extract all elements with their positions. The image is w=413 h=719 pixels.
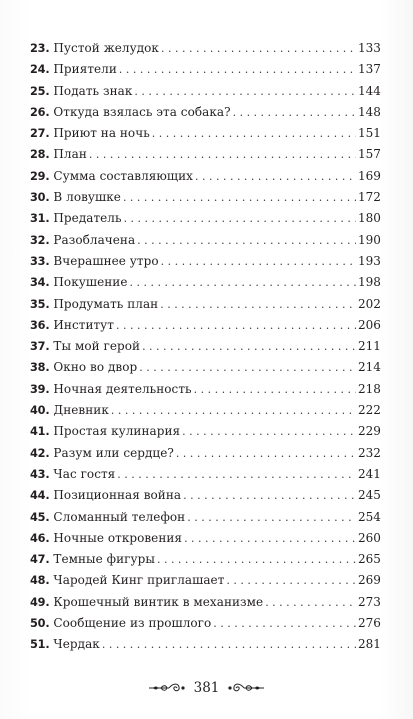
chapter-page-number: 193 [357, 253, 381, 268]
chapter-page-number: 269 [357, 573, 381, 588]
chapter-page-number: 190 [357, 232, 381, 247]
dot-leader [157, 549, 356, 570]
chapter-page-number: 151 [357, 126, 381, 141]
toc-entry [30, 485, 381, 506]
toc-entry [30, 315, 381, 336]
toc-entry [30, 38, 381, 59]
chapter-number: 44. [30, 489, 50, 503]
dot-leader [233, 102, 356, 123]
toc-entry [30, 251, 381, 272]
chapter-number: 43. [30, 467, 50, 481]
chapter-title: Продумать план [53, 296, 159, 311]
chapter-number: 29. [30, 169, 50, 183]
chapter-title: Сумма составляющих [53, 168, 193, 183]
page-number: 381 [193, 680, 220, 696]
dot-leader [116, 315, 356, 336]
chapter-number: 37. [30, 340, 50, 354]
toc-entry [30, 187, 381, 208]
chapter-page-number: 198 [357, 275, 381, 290]
chapter-number: 51. [30, 638, 50, 652]
toc-entry [30, 507, 381, 528]
chapter-page-number: 206 [357, 317, 381, 332]
chapter-number: 39. [30, 382, 50, 396]
chapter-title: Чердак [53, 637, 100, 652]
toc-entry [30, 144, 381, 165]
chapter-number: 36. [30, 318, 50, 332]
chapter-page-number: 254 [357, 509, 381, 524]
chapter-page-number: 222 [357, 403, 381, 418]
chapter-title: Предатель [53, 211, 122, 226]
toc-entry [30, 102, 381, 123]
toc-entry [30, 570, 381, 591]
chapter-number: 47. [30, 553, 50, 567]
chapter-page-number: 172 [357, 190, 381, 205]
dot-leader [137, 230, 356, 251]
chapter-number: 35. [30, 297, 50, 311]
chapter-title: План [53, 147, 87, 162]
toc-entry [30, 81, 381, 102]
toc-entry [30, 549, 381, 570]
chapter-page-number: 232 [357, 445, 381, 460]
toc-entry [30, 379, 381, 400]
chapter-number: 30. [30, 191, 50, 205]
toc-entry [30, 528, 381, 549]
chapter-title: Разоблачена [53, 232, 136, 247]
chapter-title: В ловушке [53, 190, 121, 205]
chapter-title: Позиционная война [53, 488, 182, 503]
dot-leader [183, 485, 356, 506]
chapter-page-number: 133 [357, 41, 381, 55]
chapter-number: 41. [30, 425, 50, 439]
chapter-title: Вчерашнее утро [53, 253, 159, 268]
dot-leader [129, 272, 355, 293]
dot-leader [117, 464, 356, 485]
chapter-page-number: 218 [357, 381, 381, 396]
chapter-title: Ночные откровения [53, 530, 183, 545]
toc-entry [30, 59, 381, 80]
chapter-number: 32. [30, 233, 50, 247]
chapter-page-number: 265 [357, 552, 381, 567]
chapter-number: 50. [30, 617, 50, 631]
chapter-title: Дневник [53, 403, 109, 418]
toc-entry [30, 272, 381, 293]
chapter-page-number: 180 [357, 211, 381, 226]
chapter-title: Сообщение из прошлого [53, 616, 212, 631]
chapter-title: Чародей Кинг приглашает [53, 573, 225, 588]
toc-entry [30, 230, 381, 251]
dot-leader [119, 59, 356, 80]
chapter-number: 33. [30, 254, 50, 268]
chapter-title: Простая кулинария [53, 424, 181, 439]
page-footer [0, 677, 413, 699]
dot-leader [195, 166, 356, 187]
chapter-title: Приятели [53, 62, 117, 77]
chapter-page-number: 169 [357, 168, 381, 183]
dot-leader [187, 507, 356, 528]
chapter-number: 40. [30, 404, 50, 418]
chapter-number: 42. [30, 446, 50, 460]
dot-leader [182, 421, 356, 442]
dot-leader [160, 294, 356, 315]
toc-entry [30, 443, 381, 464]
chapter-title: Институт [53, 317, 114, 332]
dot-leader [213, 613, 356, 634]
toc-entry [30, 123, 381, 144]
chapter-number: 25. [30, 84, 50, 98]
toc-entry [30, 592, 381, 613]
chapter-title: Час гостя [53, 466, 116, 481]
chapter-title: Темные фигуры [53, 552, 155, 567]
dot-leader [134, 81, 356, 102]
dot-leader [89, 144, 356, 165]
chapter-page-number: 148 [357, 104, 381, 119]
toc-entry [30, 294, 381, 315]
toc-entry [30, 400, 381, 421]
table-of-contents [30, 38, 381, 656]
toc-entry [30, 336, 381, 357]
chapter-page-number: 157 [357, 147, 381, 162]
dot-leader [142, 336, 356, 357]
dot-leader [123, 187, 356, 208]
dot-leader [265, 592, 356, 613]
chapter-page-number: 276 [357, 616, 381, 631]
chapter-page-number: 211 [357, 339, 381, 354]
toc-entry [30, 634, 381, 655]
chapter-page-number: 137 [357, 62, 381, 77]
chapter-title: Приют на ночь [53, 126, 150, 141]
chapter-number: 27. [30, 127, 50, 141]
chapter-title: Разум или сердце? [53, 445, 174, 460]
chapter-title: Сломанный телефон [53, 509, 186, 524]
toc-entry [30, 166, 381, 187]
dot-leader [226, 570, 356, 591]
chapter-page-number: 144 [357, 83, 381, 98]
chapter-number: 38. [30, 361, 50, 375]
dot-leader [124, 208, 356, 229]
chapter-number: 28. [30, 148, 50, 162]
dot-leader [152, 123, 356, 144]
chapter-page-number: 241 [357, 466, 381, 481]
chapter-page-number: 260 [357, 530, 381, 545]
chapter-number: 31. [30, 212, 50, 226]
chapter-page-number: 214 [357, 360, 381, 375]
scroll-ornament-icon [147, 681, 187, 695]
dot-leader [161, 251, 356, 272]
chapter-title: Крошечный винтик в механизме [53, 594, 264, 609]
dot-leader [161, 38, 356, 59]
toc-entry [30, 357, 381, 378]
chapter-number: 49. [30, 595, 50, 609]
chapter-number: 45. [30, 510, 50, 524]
chapter-title: Покушение [53, 275, 128, 290]
chapter-title: Пустой желудок [53, 41, 159, 55]
chapter-page-number: 202 [357, 296, 381, 311]
chapter-page-number: 245 [357, 488, 381, 503]
dot-leader [194, 379, 356, 400]
chapter-number: 46. [30, 531, 50, 545]
chapter-title: Окно во двор [53, 360, 138, 375]
chapter-number: 23. [30, 42, 50, 55]
chapter-number: 24. [30, 63, 50, 77]
chapter-title: Подать знак [53, 83, 133, 98]
toc-entry [30, 208, 381, 229]
toc-entry [30, 613, 381, 634]
chapter-title: Ты мой герой [53, 339, 141, 354]
dot-leader [184, 528, 356, 549]
chapter-number: 48. [30, 574, 50, 588]
chapter-number: 34. [30, 276, 50, 290]
chapter-title: Откуда взялась эта собака? [53, 104, 231, 119]
toc-entry [30, 421, 381, 442]
dot-leader [111, 400, 356, 421]
chapter-number: 26. [30, 105, 50, 119]
chapter-page-number: 229 [357, 424, 381, 439]
scroll-ornament-icon [226, 681, 266, 695]
dot-leader [176, 443, 356, 464]
dot-leader [139, 357, 356, 378]
dot-leader [102, 634, 356, 655]
chapter-title: Ночная деятельность [53, 381, 192, 396]
chapter-page-number: 281 [357, 637, 381, 652]
chapter-page-number: 273 [357, 594, 381, 609]
toc-entry [30, 464, 381, 485]
